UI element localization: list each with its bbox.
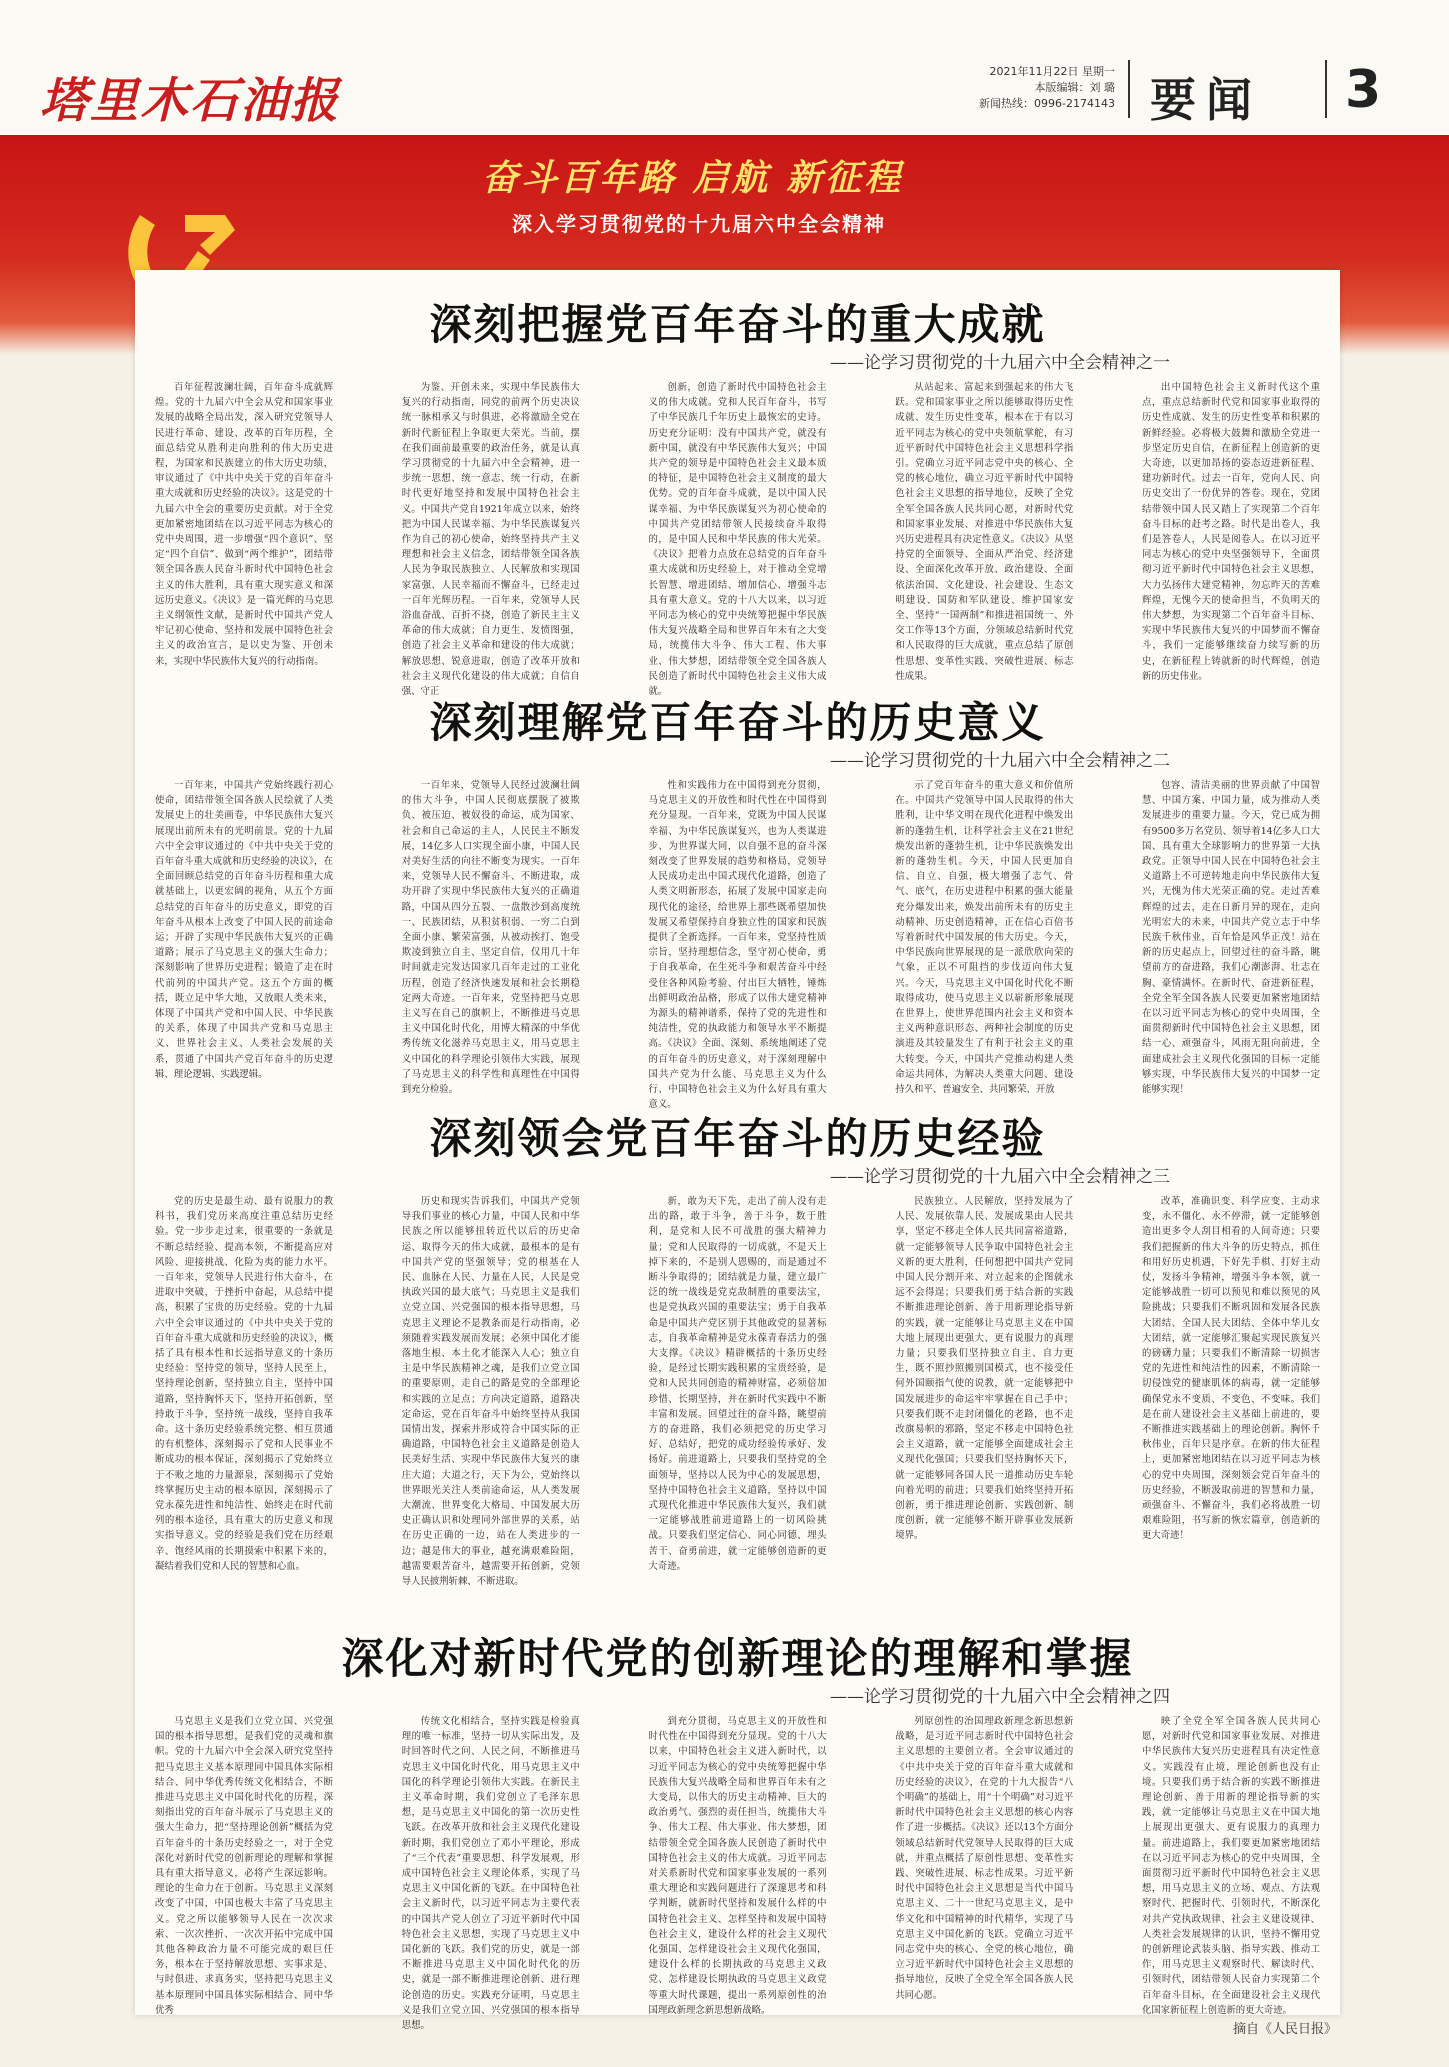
issue-info <box>940 64 1115 112</box>
source-credit: 摘自《人民日报》 <box>1232 2022 1337 2037</box>
article-column: 一百年来，党领导人民经过波澜壮阔的伟大斗争，中国人民彻底摆脱了被欺负、被压迫、被奴役的命运，成为国家、社会和自己命运的主人，人民民主不断发展，14亿多人口实现全面小康，中国人民对美好生活的向往不断变为现实。一百年来，党领导人民不懈奋斗、不断进取，成功开辟了实现中华民族伟大复兴的正确道路，中国从四分五裂、一盘散沙到高度统一、民族团结，从积贫积弱、一穷二白到全面小康、繁荣富强，从被动挨打、饱受欺凌到独立自主、坚定自信，仅用几十年时间就走完发达国家几百年走过的工业化历程，创造了经济快速发展和社会长期稳定两大奇迹。一百年来，党坚持把马克思主义写在自己的旗帜上，不断推进马克思主义中国化时代化，用博大精深的中华优秀传统文化滋养马克思主义，用马克思主义中国化的科学理论引领伟大实践，展现了马克思主义的科学性和真理性在中国得到充分检验。 <box>401 780 580 1096</box>
article-title: 深刻理解党百年奋斗的历史意义 <box>429 698 1046 747</box>
article-column: 出中国特色社会主义新时代这个重点，重点总结新时代党和国家事业取得的历史性成就、发生的历史性变革和积累的新鲜经验。必将极大鼓舞和激励全党进一步坚定历史自信，在新征程上创造新的更大奇迹，以更加昂扬的姿态迈进新征程、建功新时代。过去一百年，党向人民、向历史交出了一份优异的答卷。现在，党团结带领中国人民又踏上了实现第二个百年奋斗目标的赶考之路。时代是出卷人，我们是答卷人，人民是阅卷人。在以习近平同志为核心的党中央坚强领导下，全面贯彻习近平新时代中国特色社会主义思想，大力弘扬伟大建党精神，勿忘昨天的苦难辉煌，无愧今天的使命担当，不负明天的伟大梦想，为实现第二个百年奋斗目标、实现中华民族伟大复兴的中国梦而不懈奋斗，我们一定能够继续奋力续写新的历史，在新征程上铸就新的时代辉煌，创造新的历史伟业。 <box>1142 382 1320 682</box>
masthead-divider <box>1325 60 1327 118</box>
article-column: 民族独立、人民解放，坚持发展为了人民、发展依靠人民、发展成果由人民共享，坚定不移走全体人民共同富裕道路，就一定能够领导人民争取中国特色社会主义新的更大胜利，任何想把中国共产党同中国人民分割开来、对立起来的企图就永远不会得逞；只要我们勇于结合新的实践不断推进理论创新、善于用新理论指导新的实践，就一定能够让马克思主义在中国大地上展现出更强大、更有说服力的真理力量；只要我们坚持独立自主、自力更生，既不照抄照搬别国模式，也不接受任何外国颐指气使的说教，就一定能够把中国发展进步的命运牢牢掌握在自己手中；只要我们既不走封闭僵化的老路，也不走改旗易帜的邪路，坚定不移走中国特色社会主义道路，就一定能够全面建成社会主义现代化强国；只要我们坚持胸怀天下，就一定能够同各国人民一道推动历史车轮向着光明的前进；只要我们始终坚持开拓创新，勇于推进理论创新、实践创新、制度创新，就一定能够不断开辟事业发展新境界。 <box>895 1196 1074 1542</box>
article-column: 为鉴、开创未来，实现中华民族伟大复兴的行动指南，同党的前两个历史决议统一脉相承又与时俱进，必将激励全党在新时代新征程上争取更大荣光。当前，摆在我们面前最重要的政治任务，就是认真学习贯彻党的十九届六中全会精神，进一步统一思想、统一意志、统一行动，在新时代更好地坚持和发展中国特色社会主义。中国共产党自1921年成立以来，始终把为中国人民谋幸福、为中华民族谋复兴作为自己的初心使命，始终坚持共产主义理想和社会主义信念，团结带领全国各族人民为争取民族独立、人民解放和实现国家富强、人民幸福而不懈奋斗，已经走过一百年光辉历程。一百年来，党领导人民浴血奋战、百折不挠，创造了新民主主义革命的伟大成就；自力更生、发愤图强，创造了社会主义革命和建设的伟大成就；解放思想、锐意进取，创造了改革开放和社会主义现代化建设的伟大成就；自信自强、守正 <box>401 382 580 698</box>
article-title: 深刻领会党百年奋斗的历史经验 <box>429 1114 1046 1163</box>
article-title: 深刻把握党百年奋斗的重大成就 <box>429 300 1046 349</box>
newspaper-logo: 塔里木石油报 <box>40 73 341 129</box>
article-column: 到充分贯彻，马克思主义的开放性和时代性在中国得到充分显现。党的十八大以来，中国特色社会主义进入新时代，以习近平同志为核心的党中央统筹把握中华民族伟大复兴战略全局和世界百年未有之大变局，以伟大的历史主动精神、巨大的政治勇气、强烈的责任担当，统揽伟大斗争、伟大工程、伟大事业、伟大梦想，团结带领全党全国各族人民创造了新时代中国特色社会主义的伟大成就。习近平同志对关系新时代党和国家事业发展的一系列重大理论和实践问题进行了深邃思考和科学判断，就新时代坚持和发展什么样的中国特色社会主义、怎样坚持和发展中国特色社会主义，建设什么样的社会主义现代化强国、怎样建设社会主义现代化强国，建设什么样的长期执政的马克思主义政党、怎样建设长期执政的马克思主义政党等重大时代课题，提出一系列原创性的治国理政新理念新思想新战略。 <box>648 1716 827 2016</box>
news-hotline: 新闻热线：0996-2174143 <box>979 97 1115 110</box>
article-column: 映了全党全军全国各族人民共同心愿，对新时代党和国家事业发展、对推进中华民族伟大复兴历史进程具有决定性意义。实践没有止境，理论创新也没有止境。只要我们勇于结合新的实践不断推进理论创新、善于用新的理论指导新的实践，就一定能够让马克思主义在中国大地上展现出更强大、更有说服力的真理力量。前进道路上，我们要更加紧密地团结在以习近平同志为核心的党中央周围，全面贯彻习近平新时代中国特色社会主义思想，用马克思主义的立场、观点、方法观察时代、把握时代、引领时代，不断深化对共产党执政规律、社会主义建设规律、人类社会发展规律的认识，坚持不懈用党的创新理论武装头脑、指导实践、推动工作，用马克思主义观察时代、解读时代、引领时代，团结带领人民奋力实现第二个百年奋斗目标，在全面建设社会主义现代化国家新征程上创造新的更大奇迹。 <box>1142 1716 1320 2016</box>
article-column: 列原创性的治国理政新理念新思想新战略，是习近平同志新时代中国特色社会主义思想的主要创立者。全会审议通过的《中共中央关于党的百年奋斗重大成就和历史经验的决议》，在党的十九大报告“八个明确”的基础上，用“十个明确”对习近平新时代中国特色社会主义思想的核心内容作了进一步概括。《决议》还以13个方面分领域总结新时代党领导人民取得的巨大成就，并重点概括了原创性思想、变革性实践、突破性进展、标志性成果。习近平新时代中国特色社会主义思想是当代中国马克思主义、二十一世纪马克思主义，是中华文化和中国精神的时代精华，实现了马克思主义中国化新的飞跃。党确立习近平同志党中央的核心、全党的核心地位，确立习近平新时代中国特色社会主义思想的指导地位，反映了全党全军全国各族人民共同心愿。 <box>895 1716 1074 2001</box>
article-body <box>155 1194 1320 1610</box>
article-subtitle: ——论学习贯彻党的十九届六中全会精神之二 <box>830 751 1170 771</box>
masthead <box>0 0 1449 135</box>
article-column: 示了党百年奋斗的重大意义和价值所在。中国共产党领导中国人民取得的伟大胜利，让中华文明在现代化进程中焕发出新的蓬勃生机，让科学社会主义在21世纪焕发出新的蓬勃生机，让中华民族焕发出新的蓬勃生机。今天，中国人民更加自信、自立、自强，极大增强了志气、骨气、底气，在历史进程中积累的强大能量充分爆发出来，焕发出前所未有的历史主动精神、历史创造精神，正在信心百倍书写着新时代中国发展的伟大历史。今天，中华民族向世界展现的是一派欣欣向荣的气象，正以不可阻挡的步伐迈向伟大复兴。今天，马克思主义中国化时代化不断取得成功，使马克思主义以崭新形象展现在世界上，使世界范围内社会主义和资本主义两种意识形态、两种社会制度的历史演进及其较量发生了有利于社会主义的重大转变。今天，中国共产党推动构建人类命运共同体，为解决人类重大问题、建设持久和平、普遍安全、共同繁荣、开放 <box>895 780 1074 1096</box>
article-column: 性和实践伟力在中国得到充分贯彻，马克思主义的开放性和时代性在中国得到充分显现。一百年来，党既为中国人民谋幸福、为中华民族谋复兴，也为人类谋进步、为世界谋大同，以自强不息的奋斗深刻改变了世界发展的趋势和格局，党领导人民成功走出中国式现代化道路，创造了人类文明新形态，拓展了发展中国家走向现代化的途径，给世界上那些既希望加快发展又希望保持自身独立性的国家和民族提供了全新选择。一百年来，党坚持性质宗旨，坚持理想信念，坚守初心使命，勇于自我革命，在生死斗争和艰苦奋斗中经受住各种风险考验、付出巨大牺牲，锤炼出鲜明政治品格，形成了以伟大建党精神为源头的精神谱系，保持了党的先进性和纯洁性，党的执政能力和领导水平不断提高。《决议》全面、深刻、系统地阐述了党的百年奋斗的历史意义，对于深刻理解中国共产党为什么能、马克思主义为什么行、中国特色社会主义为什么好具有重大意义。 <box>648 780 827 1111</box>
article-column: 包容、清洁美丽的世界贡献了中国智慧、中国方案、中国力量，成为推动人类发展进步的重要力量。今天，党已成为拥有9500多万名党员、领导着14亿多人口大国、具有重大全球影响力的世界第一大执政党。正领导中国人民在中国特色社会主义道路上不可逆转地走向中华民族伟大复兴，无愧为伟大光荣正确的党。走过苦难辉煌的过去，走在日新月异的现在，走向光明宏大的未来，中国共产党立志于中华民族千秋伟业，百年恰是风华正茂！站在新的历史起点上，回望过往的奋斗路，眺望前方的奋进路，我们心潮澎湃、壮志在胸、豪情满怀。在新时代、奋进新征程，全党全军全国各族人民要更加紧密地团结在以习近平同志为核心的党中央周围，全面贯彻新时代中国特色社会主义思想，团结一心、顽强奋斗，风雨无阻向前进，全面建成社会主义现代化强国的目标一定能够实现，中华民族伟大复兴的中国梦一定能够实现！ <box>1142 780 1320 1096</box>
article-title: 深化对新时代党的创新理论的理解和掌握 <box>341 1634 1134 1683</box>
banner-title: 奋斗百年路 启航 新征程 <box>482 157 904 199</box>
article-column: 创新，创造了新时代中国特色社会主义的伟大成就。党和人民百年奋斗，书写了中华民族几千年历史上最恢宏的史诗。历史充分证明：没有中国共产党，就没有新中国，就没有中华民族伟大复兴；中国共产党的领导是中国特色社会主义最本质的特征，是中国特色社会主义制度的最大优势。党的百年奋斗成就，是以中国人民谋幸福、为中华民族谋复兴为初心使命的中国共产党团结带领人民接续奋斗取得的，是中国人民和中华民族的伟大光荣。《决议》把着力点放在总结党的百年奋斗重大成就和历史经验上，对于推动全党增长智慧、增进团结、增加信心、增强斗志具有重大意义。党的十八大以来，以习近平同志为核心的党中央统筹把握中华民族伟大复兴战略全局和世界百年未有之大变局，统揽伟大斗争、伟大工程、伟大事业、伟大梦想，团结带领全党全国各族人民创造了新时代中国特色社会主义伟大成就。 <box>648 382 827 698</box>
article-column: 一百年来，中国共产党始终践行初心使命，团结带领全国各族人民绘就了人类发展史上的壮美画卷，中华民族伟大复兴展现出前所未有的光明前景。党的十九届六中全会审议通过的《中共中央关于党的百年奋斗重大成就和历史经验的决议》，在全面回顾总结党的百年奋斗历程和重大成就基础上，以更宏阔的视角，从五个方面总结党的百年奋斗的历史意义，即党的百年奋斗从根本上改变了中国人民的前途命运；开辟了实现中华民族伟大复兴的正确道路；展示了马克思主义的强大生命力；深刻影响了世界历史进程；锻造了走在时代前列的中国共产党。这五个方面的概括，既立足中华大地，又放眼人类未来，体现了中国共产党和中国人民、中华民族的关系，体现了中国共产党和马克思主义、世界社会主义、人类社会发展的关系，贯通了中国共产党百年奋斗的历史逻辑、理论逻辑、实践逻辑。 <box>155 780 333 1080</box>
article-column: 传统文化相结合，坚持实践是检验真理的唯一标准，坚持一切从实际出发，及时回答时代之问、人民之问，不断推进马克思主义中国化时代化，用马克思主义中国化的科学理论引领伟大实践。在新民主主义革命时期，我们党创立了毛泽东思想，是马克思主义中国化的第一次历史性飞跃。在改革开放和社会主义现代化建设新时期，我们党创立了邓小平理论，形成了“三个代表”重要思想、科学发展观，形成中国特色社会主义理论体系，实现了马克思主义中国化新的飞跃。在中国特色社会主义新时代，以习近平同志为主要代表的中国共产党人创立了习近平新时代中国特色社会主义思想，实现了马克思主义中国化新的飞跃。我们党的历史，就是一部不断推进马克思主义中国化时代化的历史，就是一部不断推进理论创新、进行理论创造的历史。实践充分证明，马克思主义是我们立党立国、兴党强国的根本指导思想。 <box>401 1716 580 2032</box>
article-column: 党的历史是最生动、最有说服力的教科书，我们党历来高度注重总结历史经验。党一步步走过来，很重要的一条就是不断总结经验、提高本领，不断提高应对风险、迎接挑战、化险为夷的能力水平。一百年来，党领导人民进行伟大奋斗，在进取中突破，于挫折中奋起，从总结中提高，积累了宝贵的历史经验。党的十九届六中全会审议通过的《中共中央关于党的百年奋斗重大成就和历史经验的决议》，概括了具有根本性和长远指导意义的十条历史经验：坚持党的领导，坚持人民至上，坚持理论创新，坚持独立自主，坚持中国道路，坚持胸怀天下，坚持开拓创新，坚持敢于斗争，坚持统一战线，坚持自我革命。这十条历史经验系统完整、相互贯通的有机整体，深刻揭示了党和人民事业不断成功的根本保证，深刻揭示了党始终立于不败之地的力量源泉，深刻揭示了党始终掌握历史主动的根本原因，深刻揭示了党永葆先进性和纯洁性、始终走在时代前列的根本途径，具有重大的历史意义和现实指导意义。党的经验是我们党在历经艰辛、饱经风雨的长期摸索中积累下来的，凝结着我们党和人民的智慧和心血。 <box>155 1196 333 1572</box>
article-column: 百年征程波澜壮阔，百年奋斗成就辉煌。党的十九届六中全会从党和国家事业发展的战略全局出发，深入研究党领导人民进行革命、建设、改革的百年历程，全面总结党从胜利走向胜利的伟大历史进程，为国家和民族建立的伟大历史功绩，审议通过了《中共中央关于党的百年奋斗重大成就和历史经验的决议》。这是党的十九届六中全会的重要历史贡献。对于全党更加紧密地团结在以习近平同志为核心的党中央周围，进一步增强“四个意识”、坚定“四个自信”、做到“两个维护”，团结带领全国各族人民奋斗新时代中国特色社会主义的伟大胜利，具有重大现实意义和深远历史意义。《决议》是一篇光辉的马克思主义纲领性文献，是新时代中国共产党人牢记初心使命、坚持和发展中国特色社会主义的政治宣言，是以史为鉴、开创未来，实现中华民族伟大复兴的行动指南。 <box>155 382 333 667</box>
article-column: 改革，准确识变、科学应变、主动求变，永不僵化、永不停滞，就一定能够创造出更多令人刮目相看的人间奇迹；只要我们把握新的伟大斗争的历史特点，抓住和用好历史机遇，下好先手棋、打好主动仗，发扬斗争精神，增强斗争本领，就一定能够战胜一切可以预见和难以预见的风险挑战；只要我们不断巩固和发展各民族大团结、全国人民大团结、全体中华儿女大团结，就一定能够汇聚起实现民族复兴的磅礴力量；只要我们不断清除一切损害党的先进性和纯洁性的因素，不断清除一切侵蚀党的健康肌体的病毒，就一定能够确保党永不变质、不变色、不变味。我们是在前人建设社会主义基础上前进的，要不断推进实践基础上的理论创新。胸怀千秋伟业，百年只是序章。在新的伟大征程上，更加紧密地团结在以习近平同志为核心的党中央周围，深刻领会党百年奋斗的历史经验，不断汲取前进的智慧和力量，顽强奋斗、不懈奋斗，我们必将战胜一切艰难险阻，书写新的恢宏篇章，创造新的更大奇迹！ <box>1142 1196 1320 1542</box>
article-body <box>155 778 1320 1111</box>
article-column: 新，敢为天下先，走出了前人没有走出的路，敢于斗争，善于斗争，数于胜利，是党和人民不可战胜的强大精神力量；党和人民取得的一切成就，不是天上掉下来的，不是别人恩赐的，而是通过不断斗争取得的；团结就是力量，建立最广泛的统一战线是党克敌制胜的重要法宝，也是党执政兴国的重要法宝；勇于自我革命是中国共产党区别于其他政党的显著标志，自我革命精神是党永葆青春活力的强大支撑。《决议》精辟概括的十条历史经验，是经过长期实践积累的宝贵经验，是党和人民共同创造的精神财富，必须倍加珍惜、长期坚持，并在新时代实践中不断丰富和发展。回望过往的奋斗路，眺望前方的奋进路，我们必须把党的历史学习好、总结好，把党的成功经验传承好、发扬好。前进道路上，只要我们坚持党的全面领导，坚持以人民为中心的发展思想，坚持中国特色社会主义道路，坚持以中国式现代化推进中华民族伟大复兴，我们就一定能够战胜前进道路上的一切风险挑战。只要我们坚定信心、同心同德、埋头苦干、奋勇前进，就一定能够创造新的更大奇迹。 <box>648 1196 827 1572</box>
article-subtitle: ——论学习贯彻党的十九届六中全会精神之三 <box>830 1167 1170 1187</box>
article-subtitle: ——论学习贯彻党的十九届六中全会精神之一 <box>830 353 1170 373</box>
article-body <box>155 380 1320 698</box>
article-column: 马克思主义是我们立党立国、兴党强国的根本指导思想，是我们党的灵魂和旗帜。党的十九届六中全会深入研究党坚持把马克思主义基本原理同中国具体实际相结合、同中华优秀传统文化相结合，不断推进马克思主义中国化时代化的历程，深刻指出党的百年奋斗展示了马克思主义的强大生命力，把“坚持理论创新”概括为党百年奋斗的十条历史经验之一，对于全党深化对新时代党的创新理论的理解和掌握具有重大指导意义，必将产生深远影响。理论的生命力在于创新。马克思主义深刻改变了中国，中国也极大丰富了马克思主义。党之所以能够领导人民在一次次求索、一次次挫折、一次次开拓中完成中国其他各种政治力量不可能完成的艰巨任务，根本在于坚持解放思想、实事求是、与时俱进、求真务实，坚持把马克思主义基本原理同中国具体实际相结合、同中华优秀 <box>155 1716 333 2016</box>
issue-date: 2021年11月22日 星期一 <box>989 65 1115 78</box>
masthead-divider <box>1128 60 1130 118</box>
page-editor: 本版编辑：刘 璐 <box>1034 81 1115 94</box>
article-column: 历史和现实告诉我们，中国共产党领导我们事业的核心力量，中国人民和中华民族之所以能够扭转近代以后的历史命运、取得今天的伟大成就，最根本的是有中国共产党的坚强领导；党的根基在人民、血脉在人民、力量在人民，人民是党执政兴国的最大底气；马克思主义是我们立党立国、兴党强国的根本指导思想，马克思主义理论不是教条而是行动指南，必须随着实践发展而发展；必须中国化才能落地生根、本土化才能深入人心；独立自主是中华民族精神之魂，是我们立党立国的重要原则，走自己的路是党的全部理论和实践的立足点；方向决定道路，道路决定命运，党在百年奋斗中始终坚持从我国国情出发，探索并形成符合中国实际的正确道路，中国特色社会主义道路是创造人民美好生活、实现中华民族伟大复兴的康庄大道；大道之行，天下为公，党始终以世界眼光关注人类前途命运，从人类发展大潮流、世界变化大格局、中国发展大历史正确认识和处理同外部世界的关系，站在历史正确的一边，站在人类进步的一边；越是伟大的事业，越充满艰难险阻，越需要艰苦奋斗，越需要开拓创新，党领导人民披荆斩棘、不断进取。 <box>401 1196 580 1588</box>
page-number: 3 <box>1345 60 1382 120</box>
article-column: 从站起来、富起来到强起来的伟大飞跃。党和国家事业之所以能够取得历史性成就、发生历史性变革，根本在于有以习近平同志为核心的党中央领航掌舵，有习近平新时代中国特色社会主义思想科学指引。党确立习近平同志党中央的核心、全党的核心地位，确立习近平新时代中国特色社会主义思想的指导地位，反映了全党全军全国各族人民共同心愿，对新时代党和国家事业发展、对推进中华民族伟大复兴历史进程具有决定性意义。《决议》从坚持党的全面领导、全面从严治党、经济建设、全面深化改革开放、政治建设、全面依法治国、文化建设、社会建设、生态文明建设、国防和军队建设、维护国家安全、坚持“一国两制”和推进祖国统一、外交工作等13个方面，分领域总结新时代党和人民取得的巨大成就，重点总结了原创性思想、变革性实践、突破性进展、标志性成果。 <box>895 382 1074 682</box>
section-name: 要闻 <box>1150 73 1262 127</box>
article-subtitle: ——论学习贯彻党的十九届六中全会精神之四 <box>830 1687 1170 1707</box>
banner-subtitle: 深入学习贯彻党的十九届六中全会精神 <box>512 212 886 236</box>
